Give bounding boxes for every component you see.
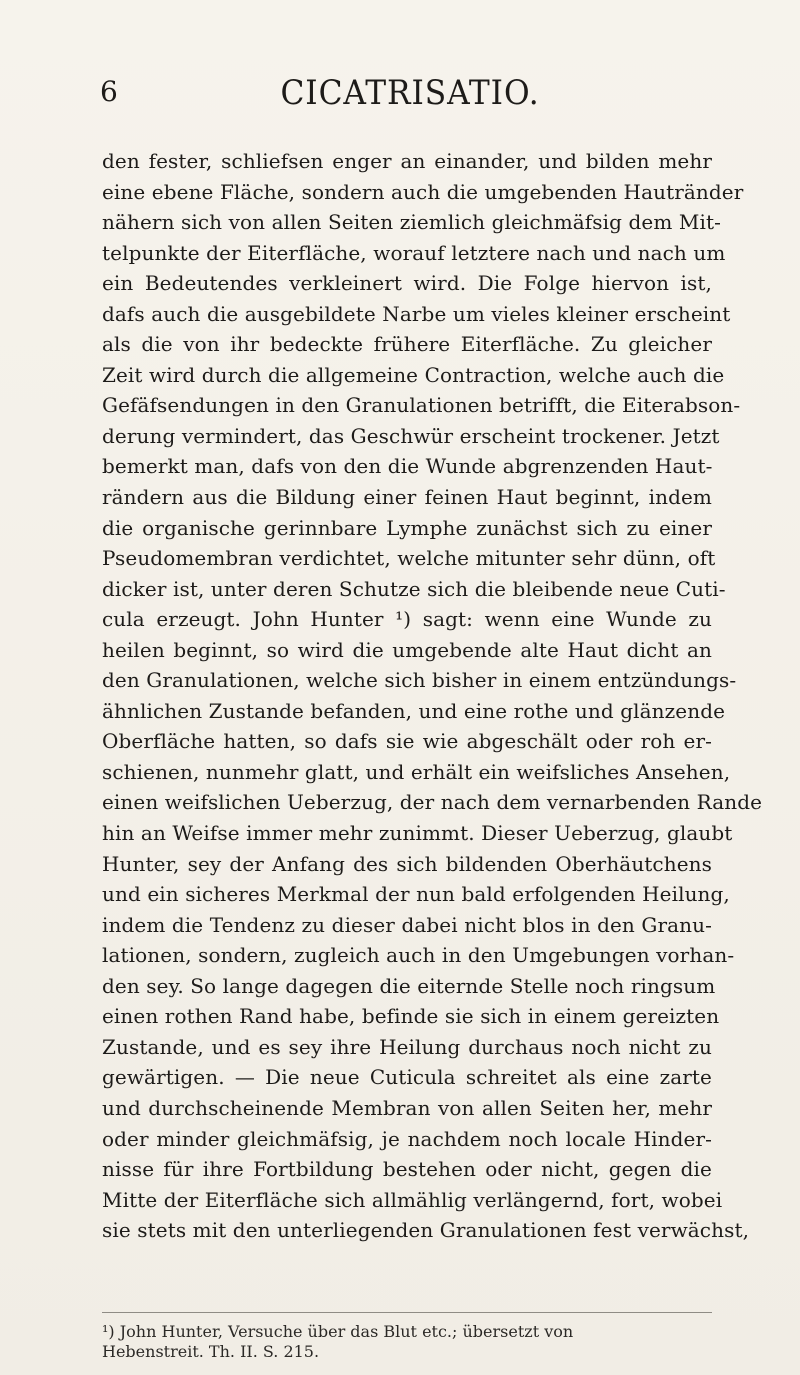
text-line: heilen beginnt, so wird die umgebende alte Haut dicht an — [102, 637, 712, 662]
text-line: oder minder gleichmäfsig, je nachdem noch locale Hinder- — [102, 1126, 712, 1151]
text-line: hin an Weifse immer mehr zunimmt. Dieser Ueberzug, glaubt — [102, 821, 733, 846]
text-line: nisse für ihre Fortbildung bestehen oder nicht, gegen die — [102, 1157, 712, 1182]
text-line: ähnlichen Zustande befanden, und eine rothe und glänzende — [102, 698, 726, 723]
text-line: gewärtigen. — Die neue Cuticula schreitet als eine zarte — [102, 1065, 712, 1090]
text-line: als die von ihr bedeckte frühere Eiterfläche. Zu gleicher — [102, 332, 712, 357]
text-line: dafs auch die ausgebildete Narbe um vieles kleiner erscheint — [102, 301, 731, 326]
text-line: den Granulationen, welche sich bisher in einem entzündungs- — [102, 668, 737, 693]
text-line: nähern sich von allen Seiten ziemlich gleichmäfsig dem Mit- — [102, 210, 721, 235]
text-line: den sey. So lange dagegen die eiternde Stelle noch ringsum — [102, 973, 716, 998]
text-line: dicker ist, unter deren Schutze sich die bleibende neue Cuti- — [102, 576, 726, 601]
text-line: lationen, sondern, zugleich auch in den Umgebungen vorhan- — [102, 943, 735, 968]
footnote-line: Hebenstreit. Th. II. S. 215. — [102, 1342, 320, 1361]
text-line: cula erzeugt. John Hunter ¹) sagt: wenn eine Wunde zu — [102, 607, 712, 632]
text-line: schienen, nunmehr glatt, und erhält ein weifsliches Ansehen, — [102, 759, 731, 784]
text-line: einen weifslichen Ueberzug, der nach dem vernarbenden Rande — [102, 790, 763, 815]
text-line: Pseudomembran verdichtet, welche mitunter sehr dünn, oft — [102, 546, 716, 571]
footnote-divider — [102, 1312, 712, 1313]
text-line: Hunter, sey der Anfang des sich bildenden Oberhäutchens — [102, 851, 712, 876]
text-line: und ein sicheres Merkmal der nun bald erfolgenden Heilung, — [102, 882, 730, 907]
text-line: einen rothen Rand habe, befinde sie sich in einem gereizten — [102, 1004, 720, 1029]
text-line: telpunkte der Eiterfläche, worauf letztere nach und nach um — [102, 240, 726, 265]
page-header — [100, 73, 720, 116]
text-line: Gefäfsendungen in den Granulationen betrifft, die Eiterabson- — [102, 393, 741, 418]
text-line: den fester, schliefsen enger an einander, und bilden mehr — [102, 149, 712, 173]
text-line: Zustande, und es sey ihre Heilung durchaus noch nicht zu — [102, 1034, 712, 1059]
main-text-block — [102, 146, 763, 1246]
text-line: bemerkt man, dafs von den die Wunde abgrenzenden Haut- — [102, 454, 713, 479]
text-line: die organische gerinnbare Lymphe zunächst sich zu einer — [102, 515, 712, 540]
text-line: Oberfläche hatten, so dafs sie wie abgeschält oder roh er- — [102, 729, 712, 754]
text-line: derung vermindert, das Geschwür erscheint trockener. Jetzt — [102, 423, 720, 448]
text-line: rändern aus die Bildung einer feinen Haut beginnt, indem — [102, 485, 712, 510]
text-line: und durchscheinende Membran von allen Seiten her, mehr — [102, 1095, 712, 1120]
text-line: eine ebene Fläche, sondern auch die umgebenden Hautränder — [102, 179, 744, 204]
running-title: CICATRISATIO. — [280, 73, 540, 113]
page-number: 6 — [100, 75, 118, 108]
text-line: Mitte der Eiterfläche sich allmählig verlängernd, fort, wobei — [102, 1187, 723, 1212]
text-line: indem die Tendenz zu dieser dabei nicht blos in den Granu- — [102, 912, 712, 937]
text-line: sie stets mit den unterliegenden Granulationen fest verwächst, — [102, 1218, 750, 1243]
footnote-line: ¹) John Hunter, Versuche über das Blut etc.; übersetzt von — [102, 1322, 574, 1341]
text-line: ein Bedeutendes verkleinert wird. Die Folge hiervon ist, — [102, 271, 712, 296]
text-line: Zeit wird durch die allgemeine Contraction, welche auch die — [102, 362, 725, 387]
footnote — [102, 1322, 712, 1362]
